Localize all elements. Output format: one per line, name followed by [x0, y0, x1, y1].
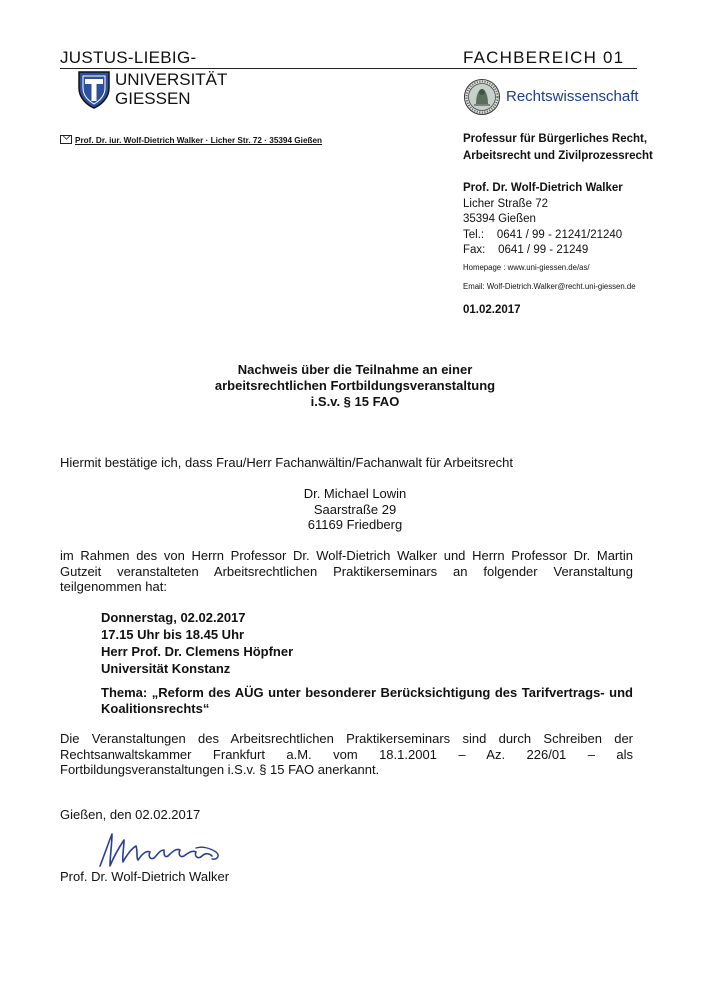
sender-name: Prof. Dr. Wolf-Dietrich Walker [463, 182, 623, 194]
event-speaker: Herr Prof. Dr. Clemens Höpfner [101, 644, 294, 659]
event-details [101, 609, 293, 677]
sender-city: 35394 Gießen [463, 213, 536, 225]
subject-line1: Nachweis über die Teilnahme an einer [237, 362, 473, 377]
event-topic: Thema: „Reform des AÜG unter besonderer Berücksichtigung des Tarifvertrags- und Koalitionsrechts“ [101, 685, 633, 716]
sender-fax: Fax: 0641 / 99 - 21249 [463, 244, 589, 256]
sender-block [463, 181, 636, 295]
sender-street: Licher Straße 72 [463, 197, 549, 210]
sender-tel: Tel.: 0641 / 99 - 21241/21240 [463, 228, 623, 241]
faculty-name: Rechtswissenschaft [506, 88, 639, 105]
chair-line1: Professur für Bürgerliches Recht, [463, 133, 648, 145]
recipient-name: Dr. Michael Lowin [303, 486, 407, 501]
university-name-line1: JUSTUS-LIEBIG- [60, 48, 197, 67]
place-and-date: Gießen, den 02.02.2017 [60, 807, 201, 822]
chair-title [463, 131, 653, 165]
sender-email: Email: Wolf-Dietrich.Walker@recht.uni-giessen.de [463, 282, 636, 291]
document-subject [0, 362, 710, 410]
recipient-city: 61169 Friedberg [307, 517, 403, 532]
recipient-street: Saarstraße 29 [313, 501, 397, 517]
chair-line2: Arbeitsrecht und Zivilprozessrecht [463, 150, 653, 162]
university-name-line3: GIESSEN [115, 89, 191, 108]
signer-name: Prof. Dr. Wolf-Dietrich Walker [60, 869, 230, 884]
university-logo-icon [77, 70, 111, 115]
event-time: 17.15 Uhr bis 18.45 Uhr [101, 627, 245, 642]
subject-line3: i.S.v. § 15 FAO [310, 394, 400, 409]
envelope-icon [60, 135, 72, 144]
faculty-seal-icon [463, 78, 501, 121]
event-date: Donnerstag, 02.02.2017 [101, 610, 246, 625]
header-rule [60, 68, 637, 69]
return-address [60, 135, 322, 145]
intro-paragraph: Hiermit bestätige ich, dass Frau/Herr Fachanwältin/Fachanwalt für Arbeitsrecht [60, 455, 514, 470]
body-paragraph: im Rahmen des von Herrn Professor Dr. Wolf-Dietrich Walker und Herrn Professor Dr. Martin Gutzeit veranstalteten Arbeitsrechtlichen Praktikerseminars an folgender Veranstaltung teilgenommen hat: [60, 548, 633, 594]
university-name-line2: UNIVERSITÄT [115, 70, 228, 89]
subject-line2: arbeitsrechtlichen Fortbildungsveranstaltung [214, 378, 496, 393]
recipient-address [0, 486, 710, 533]
sender-homepage: Homepage : www.uni-giessen.de/as/ [463, 262, 590, 272]
return-address-text: Prof. Dr. iur. Wolf-Dietrich Walker · Licher Str. 72 · 35394 Gießen [75, 136, 323, 145]
letter-date: 01.02.2017 [463, 304, 521, 316]
event-institution: Universität Konstanz [101, 661, 231, 676]
faculty-label: FACHBEREICH 01 [463, 48, 625, 67]
closing-paragraph: Die Veranstaltungen des Arbeitsrechtlichen Praktikerseminars sind durch Schreiben der Rechtsanwaltskammer Frankfurt a.M. vom 18.1.2001 – Az. 226/01 – als Fortbildungsveranstaltungen i.S.v. § 15 FAO anerkannt. [60, 731, 633, 777]
